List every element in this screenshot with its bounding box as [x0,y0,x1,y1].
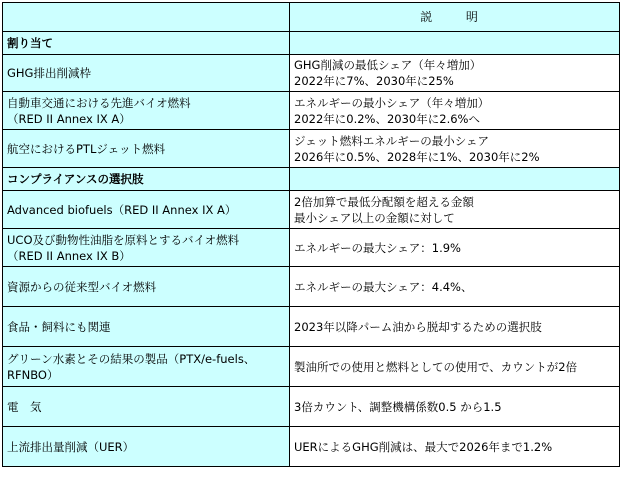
row-description-line: 2023年以降パーム油から脱却するための選択肢 [294,319,542,334]
section-title: コンプライアンスの選択肢 [3,168,290,191]
row-label-line: 航空におけるPTLジェット燃料 [7,141,166,156]
row-description-line: 3倍カウント、調整機構係数0.5 から1.5 [294,399,502,414]
row-label [3,347,290,387]
table-row [3,191,620,229]
row-label-line: 食品・飼料にも関連 [7,319,111,334]
row-description-line: 製油所での使用と燃料としての使用で、カウントが2倍 [294,359,578,374]
row-description [290,130,620,168]
row-description-line: 2022年に7%、2030年に25% [294,74,454,88]
row-description-line: エネルギーの最小シェア（年々増加） [294,95,490,110]
row-description [290,387,620,427]
row-description-line: 2倍加算で最低分配額を超える金額 [294,194,474,209]
table-row [3,130,620,168]
row-description-line: GHG削減の最低シェア（年々増加） [294,58,482,72]
row-label-line: （RED II Annex IX B） [7,248,131,263]
row-description [290,191,620,229]
table-row [3,427,620,467]
row-label-line: 電 気 [7,399,42,414]
policy-table [2,2,620,467]
row-label-line: （RED II Annex IX A） [7,111,131,126]
section-row [3,32,620,55]
row-label [3,130,290,168]
row-label [3,92,290,130]
table-row [3,347,620,387]
row-label-line: Advanced biofuels（RED II Annex IX A） [7,202,237,217]
table-row [3,229,620,267]
row-description-line: ジェット燃料エネルギーの最小シェア [294,133,490,148]
row-description [290,347,620,387]
row-label-line: UCO及び動物性油脂を原料とするバイオ燃料 [7,232,240,247]
row-description-line: 2026年に0.5%、2028年に1%、2030年に2% [294,149,540,164]
section-empty-cell [290,168,620,191]
row-label-line: 資源からの従来型バイオ燃料 [7,279,157,294]
row-description-line: エネルギーの最大シェア：4.4%、 [294,279,473,294]
row-label [3,427,290,467]
row-description [290,307,620,347]
section-empty-cell [290,32,620,55]
row-label [3,267,290,307]
row-label [3,191,290,229]
table-row [3,55,620,92]
row-label [3,229,290,267]
row-description [290,427,620,467]
header-description-cell: 説 明 [290,3,620,32]
header-row [3,3,620,32]
row-label-line: GHG排出削減枠 [7,66,91,80]
row-label [3,55,290,92]
table-row [3,387,620,427]
row-description-line: 最小シェア以上の金額に対して [294,210,455,225]
row-description [290,92,620,130]
row-description-line: UERによるGHG削減は、最大で2026年まで1.2% [294,439,553,454]
row-label-line: 上流排出量削減（UER） [7,439,135,454]
row-label-line: 自動車交通における先進バイオ燃料 [7,95,191,110]
row-label [3,387,290,427]
section-row [3,168,620,191]
table-row [3,267,620,307]
row-description [290,229,620,267]
table-row [3,92,620,130]
row-description-line: 2022年に0.2%、2030年に2.6%へ [294,111,480,126]
header-left-cell [3,3,290,32]
section-title: 割り当て [3,32,290,55]
row-description [290,55,620,92]
row-label [3,307,290,347]
table-row [3,307,620,347]
row-description-line: エネルギーの最大シェア：1.9% [294,240,461,255]
row-label-line: グリーン水素とその結果の製品（PTX/e-fuels、 [7,351,256,366]
row-label-line: RFNBO） [7,367,59,382]
row-description [290,267,620,307]
